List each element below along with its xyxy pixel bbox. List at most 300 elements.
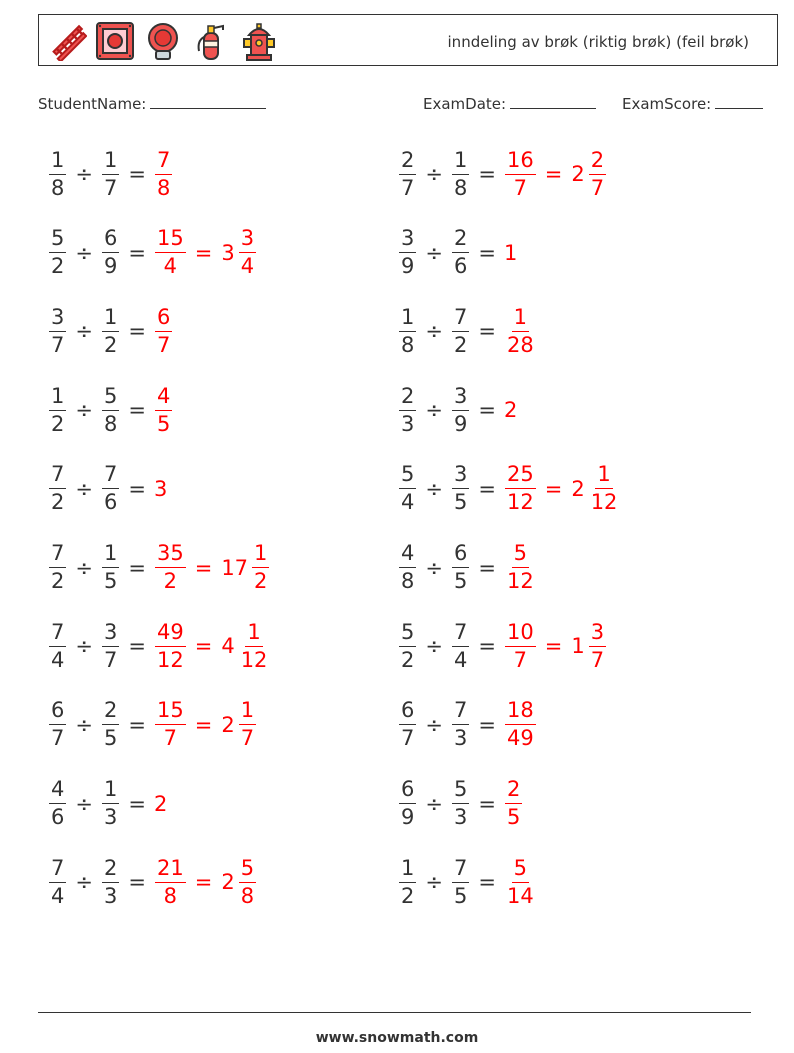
denominator: 8 bbox=[163, 883, 178, 908]
numerator: 5 bbox=[399, 622, 416, 647]
numerator: 1 bbox=[49, 150, 66, 175]
numerator: 1 bbox=[102, 307, 119, 332]
answer bbox=[502, 147, 609, 200]
answer bbox=[502, 241, 517, 265]
fraction bbox=[452, 700, 469, 749]
equals-sign: = bbox=[128, 240, 146, 265]
numerator: 3 bbox=[589, 622, 606, 647]
problem-item bbox=[46, 694, 259, 756]
footer-divider bbox=[38, 1012, 751, 1013]
denominator: 12 bbox=[506, 490, 534, 515]
fraction bbox=[49, 700, 66, 749]
divide-sign: ÷ bbox=[425, 398, 443, 423]
divide-sign: ÷ bbox=[75, 240, 93, 265]
denominator: 2 bbox=[254, 569, 268, 593]
fraction bbox=[155, 619, 186, 672]
fraction bbox=[49, 543, 66, 592]
denominator: 7 bbox=[103, 175, 118, 200]
denominator: 2 bbox=[163, 569, 178, 593]
problem-item bbox=[46, 458, 167, 520]
numerator: 2 bbox=[102, 858, 119, 883]
mixed-fraction bbox=[589, 619, 606, 672]
equals-sign: = bbox=[478, 791, 496, 816]
numerator: 5 bbox=[452, 779, 469, 804]
fraction bbox=[505, 464, 536, 513]
fraction bbox=[49, 464, 66, 513]
mixed-whole: 2 bbox=[221, 870, 235, 895]
denominator: 9 bbox=[453, 411, 468, 436]
numerator: 1 bbox=[399, 858, 416, 883]
divide-sign: ÷ bbox=[425, 476, 443, 501]
answer-integer: 3 bbox=[153, 476, 168, 501]
fraction bbox=[155, 147, 172, 200]
answer bbox=[152, 228, 259, 277]
denominator: 6 bbox=[103, 490, 118, 515]
fraction bbox=[155, 383, 172, 436]
numerator: 7 bbox=[49, 543, 66, 568]
fire-alarm-panel-icon bbox=[95, 21, 135, 61]
numerator: 7 bbox=[49, 858, 66, 883]
numerator: 6 bbox=[155, 307, 172, 332]
equals-sign: = bbox=[478, 870, 496, 895]
divide-sign: ÷ bbox=[425, 791, 443, 816]
denominator: 4 bbox=[401, 490, 415, 515]
denominator: 3 bbox=[453, 805, 468, 830]
answer bbox=[152, 304, 175, 357]
denominator: 3 bbox=[453, 726, 468, 751]
fraction bbox=[49, 304, 66, 357]
numerator: 49 bbox=[155, 622, 186, 647]
header-icons bbox=[47, 21, 279, 61]
fraction bbox=[399, 855, 416, 908]
numerator: 1 bbox=[512, 307, 529, 332]
fraction bbox=[452, 779, 469, 828]
denominator: 4 bbox=[51, 883, 65, 908]
fraction bbox=[452, 383, 469, 436]
answer bbox=[152, 792, 167, 816]
mixed-whole: 4 bbox=[221, 634, 235, 659]
fraction bbox=[399, 619, 416, 672]
denominator: 9 bbox=[103, 254, 118, 279]
denominator: 3 bbox=[103, 883, 118, 908]
denominator: 6 bbox=[51, 805, 65, 830]
numerator: 1 bbox=[239, 700, 256, 725]
exam-score-blank[interactable] bbox=[715, 94, 763, 109]
fire-extinguisher-icon bbox=[191, 21, 231, 61]
numerator: 7 bbox=[49, 464, 66, 489]
denominator: 8 bbox=[103, 411, 118, 436]
divide-sign: ÷ bbox=[75, 398, 93, 423]
divide-sign: ÷ bbox=[425, 870, 443, 895]
fraction bbox=[49, 383, 66, 436]
mixed-whole: 2 bbox=[221, 712, 235, 737]
problem-item bbox=[396, 379, 517, 441]
answer bbox=[502, 543, 539, 592]
numerator: 1 bbox=[102, 543, 119, 568]
footer-website: www.snowmath.com bbox=[315, 1030, 479, 1046]
mixed-fraction bbox=[589, 464, 620, 513]
problem-item bbox=[396, 300, 539, 362]
ladder-icon bbox=[47, 21, 87, 61]
equals-sign: = bbox=[478, 634, 496, 659]
divide-sign: ÷ bbox=[75, 791, 93, 816]
fraction bbox=[102, 464, 119, 513]
fraction bbox=[399, 228, 416, 277]
numerator: 2 bbox=[102, 700, 119, 725]
student-name-label: StudentName: bbox=[38, 95, 147, 113]
answer bbox=[502, 619, 609, 672]
worksheet-header bbox=[38, 14, 778, 66]
equals-sign: = bbox=[194, 240, 213, 265]
numerator: 15 bbox=[155, 228, 186, 253]
numerator: 3 bbox=[399, 228, 416, 253]
mixed-whole: 3 bbox=[221, 240, 235, 265]
mixed-whole: 2 bbox=[571, 162, 585, 186]
problem-item bbox=[396, 222, 517, 284]
denominator: 5 bbox=[453, 569, 468, 593]
fraction bbox=[399, 383, 416, 436]
divide-sign: ÷ bbox=[75, 476, 93, 501]
equals-sign: = bbox=[128, 634, 146, 659]
equals-sign: = bbox=[478, 319, 496, 344]
fraction bbox=[399, 700, 416, 749]
equals-sign: = bbox=[128, 791, 146, 816]
mixed-fraction bbox=[252, 543, 269, 592]
denominator: 12 bbox=[240, 647, 268, 672]
denominator: 4 bbox=[453, 647, 468, 672]
problem-item bbox=[396, 773, 525, 835]
exam-score-field[interactable] bbox=[622, 94, 763, 113]
divide-sign: ÷ bbox=[425, 712, 443, 737]
problem-item bbox=[46, 222, 259, 284]
fraction bbox=[155, 700, 186, 749]
denominator: 4 bbox=[51, 647, 65, 672]
answer bbox=[502, 304, 539, 357]
fraction bbox=[452, 304, 469, 357]
numerator: 10 bbox=[505, 622, 536, 647]
fraction bbox=[399, 304, 416, 357]
problem-item bbox=[396, 537, 539, 599]
numerator: 1 bbox=[245, 622, 262, 647]
denominator: 9 bbox=[401, 254, 415, 279]
numerator: 4 bbox=[155, 386, 172, 411]
equals-sign: = bbox=[478, 555, 496, 580]
fraction bbox=[452, 464, 469, 513]
numerator: 5 bbox=[49, 228, 66, 253]
equals-sign: = bbox=[128, 319, 146, 344]
denominator: 2 bbox=[51, 569, 65, 593]
denominator: 7 bbox=[513, 647, 528, 672]
denominator: 7 bbox=[51, 332, 65, 357]
equals-sign: = bbox=[128, 398, 146, 423]
answer bbox=[152, 477, 167, 501]
fraction bbox=[399, 464, 416, 513]
numerator: 7 bbox=[452, 307, 469, 332]
answer bbox=[502, 779, 525, 828]
fraction bbox=[155, 304, 172, 357]
numerator: 3 bbox=[239, 228, 256, 253]
numerator: 6 bbox=[102, 228, 119, 253]
divide-sign: ÷ bbox=[425, 634, 443, 659]
denominator: 2 bbox=[453, 332, 468, 357]
numerator: 7 bbox=[155, 150, 172, 175]
divide-sign: ÷ bbox=[75, 870, 93, 895]
problem-item bbox=[396, 851, 539, 913]
fraction bbox=[102, 383, 119, 436]
numerator: 7 bbox=[452, 622, 469, 647]
numerator: 5 bbox=[399, 464, 416, 489]
equals-sign: = bbox=[478, 240, 496, 265]
equals-sign: = bbox=[128, 555, 146, 580]
numerator: 7 bbox=[452, 700, 469, 725]
denominator: 8 bbox=[240, 883, 255, 908]
answer bbox=[152, 147, 175, 200]
denominator: 7 bbox=[156, 332, 171, 357]
fraction bbox=[452, 228, 469, 277]
numerator: 4 bbox=[399, 543, 416, 568]
denominator: 2 bbox=[51, 490, 65, 515]
divide-sign: ÷ bbox=[425, 319, 443, 344]
fraction bbox=[49, 228, 66, 277]
numerator: 7 bbox=[102, 464, 119, 489]
denominator: 5 bbox=[453, 883, 468, 908]
answer bbox=[152, 700, 259, 749]
denominator: 12 bbox=[590, 490, 618, 515]
numerator: 3 bbox=[452, 464, 469, 489]
problem-item bbox=[396, 458, 622, 520]
equals-sign: = bbox=[128, 870, 146, 895]
numerator: 7 bbox=[452, 858, 469, 883]
equals-sign: = bbox=[544, 634, 563, 659]
worksheet-title: inndeling av brøk (riktig brøk) (feil brøk) bbox=[447, 33, 749, 51]
answer bbox=[502, 398, 517, 422]
fire-hydrant-icon bbox=[239, 21, 279, 61]
divide-sign: ÷ bbox=[425, 240, 443, 265]
fraction bbox=[505, 147, 536, 200]
fraction bbox=[155, 855, 186, 908]
denominator: 49 bbox=[506, 726, 534, 751]
numerator: 21 bbox=[155, 858, 186, 883]
denominator: 14 bbox=[506, 883, 534, 908]
numerator: 35 bbox=[155, 543, 186, 568]
fraction bbox=[49, 779, 66, 828]
fraction bbox=[505, 779, 522, 828]
numerator: 3 bbox=[102, 622, 119, 647]
answer bbox=[152, 619, 272, 672]
fraction bbox=[505, 700, 536, 749]
denominator: 8 bbox=[156, 175, 171, 200]
denominator: 5 bbox=[156, 411, 171, 436]
numerator: 2 bbox=[589, 150, 606, 175]
denominator: 7 bbox=[103, 647, 118, 672]
equals-sign: = bbox=[194, 555, 213, 580]
numerator: 3 bbox=[49, 307, 66, 332]
problem-item bbox=[46, 379, 175, 441]
problem-item bbox=[396, 694, 539, 756]
mixed-fraction bbox=[239, 228, 256, 277]
fraction bbox=[399, 543, 416, 592]
denominator: 8 bbox=[453, 175, 468, 200]
numerator: 2 bbox=[452, 228, 469, 253]
denominator: 12 bbox=[156, 647, 184, 672]
denominator: 7 bbox=[51, 726, 65, 751]
fire-bell-icon bbox=[143, 21, 183, 61]
answer-integer: 2 bbox=[153, 791, 168, 816]
equals-sign: = bbox=[478, 162, 496, 186]
numerator: 1 bbox=[252, 543, 269, 568]
equals-sign: = bbox=[194, 870, 213, 895]
numerator: 18 bbox=[505, 700, 536, 725]
fraction bbox=[452, 147, 469, 200]
problem-item bbox=[46, 537, 272, 599]
denominator: 5 bbox=[103, 726, 118, 751]
equals-sign: = bbox=[194, 712, 213, 737]
divide-sign: ÷ bbox=[75, 712, 93, 737]
answer bbox=[502, 855, 539, 908]
mixed-fraction bbox=[239, 855, 256, 908]
exam-date-blank[interactable] bbox=[510, 94, 596, 109]
numerator: 1 bbox=[102, 779, 119, 804]
divide-sign: ÷ bbox=[75, 162, 93, 186]
numerator: 25 bbox=[505, 464, 536, 489]
denominator: 3 bbox=[401, 411, 415, 436]
numerator: 5 bbox=[102, 386, 119, 411]
numerator: 6 bbox=[452, 543, 469, 568]
exam-date-field[interactable] bbox=[423, 94, 596, 113]
numerator: 6 bbox=[399, 700, 416, 725]
denominator: 5 bbox=[453, 490, 468, 515]
problem-item bbox=[396, 143, 609, 205]
denominator: 2 bbox=[51, 411, 65, 436]
numerator: 1 bbox=[399, 307, 416, 332]
numerator: 6 bbox=[49, 700, 66, 725]
numerator: 3 bbox=[452, 386, 469, 411]
numerator: 2 bbox=[505, 779, 522, 804]
student-name-blank[interactable] bbox=[150, 94, 266, 109]
denominator: 7 bbox=[401, 726, 415, 751]
numerator: 2 bbox=[399, 150, 416, 175]
fraction bbox=[102, 228, 119, 277]
divide-sign: ÷ bbox=[75, 634, 93, 659]
equals-sign: = bbox=[128, 162, 146, 186]
equals-sign: = bbox=[194, 634, 213, 659]
answer bbox=[502, 700, 539, 749]
problem-item bbox=[396, 615, 609, 677]
fraction bbox=[505, 543, 536, 592]
denominator: 28 bbox=[506, 332, 534, 357]
fraction bbox=[102, 147, 119, 200]
numerator: 4 bbox=[49, 779, 66, 804]
fraction bbox=[102, 543, 119, 592]
mixed-fraction bbox=[589, 147, 606, 200]
numerator: 1 bbox=[49, 386, 66, 411]
divide-sign: ÷ bbox=[75, 555, 93, 580]
answer bbox=[152, 383, 175, 436]
denominator: 2 bbox=[103, 332, 118, 357]
fraction bbox=[399, 147, 416, 200]
fraction bbox=[102, 779, 119, 828]
answer bbox=[152, 855, 259, 908]
denominator: 12 bbox=[506, 569, 534, 593]
fraction bbox=[452, 543, 469, 592]
problem-item bbox=[46, 773, 167, 835]
problem-item bbox=[46, 300, 175, 362]
answer-integer: 1 bbox=[503, 240, 518, 265]
denominator: 8 bbox=[401, 332, 415, 357]
denominator: 7 bbox=[590, 647, 605, 672]
numerator: 2 bbox=[399, 386, 416, 411]
divide-sign: ÷ bbox=[425, 162, 443, 186]
numerator: 1 bbox=[452, 150, 469, 175]
numerator: 6 bbox=[399, 779, 416, 804]
divide-sign: ÷ bbox=[75, 319, 93, 344]
answer bbox=[502, 464, 622, 513]
mixed-whole: 1 bbox=[571, 634, 585, 659]
fraction bbox=[452, 855, 469, 908]
denominator: 2 bbox=[401, 883, 415, 908]
fraction bbox=[155, 228, 186, 277]
denominator: 9 bbox=[401, 805, 415, 830]
fraction bbox=[505, 855, 536, 908]
mixed-fraction bbox=[239, 700, 256, 749]
exam-date-label: ExamDate: bbox=[423, 95, 507, 113]
mixed-whole: 2 bbox=[571, 476, 585, 501]
fraction bbox=[49, 855, 66, 908]
student-name-field[interactable] bbox=[38, 94, 266, 113]
numerator: 5 bbox=[239, 858, 256, 883]
fraction bbox=[505, 304, 536, 357]
fraction bbox=[102, 619, 119, 672]
problem-item bbox=[46, 615, 272, 677]
denominator: 7 bbox=[240, 726, 255, 751]
problem-item bbox=[46, 851, 259, 913]
equals-sign: = bbox=[478, 476, 496, 501]
equals-sign: = bbox=[478, 712, 496, 737]
equals-sign: = bbox=[128, 712, 146, 737]
equals-sign: = bbox=[544, 162, 563, 186]
denominator: 4 bbox=[163, 254, 178, 279]
answer-integer: 2 bbox=[503, 398, 518, 423]
denominator: 7 bbox=[401, 175, 415, 200]
denominator: 8 bbox=[51, 175, 65, 200]
numerator: 7 bbox=[49, 622, 66, 647]
fraction bbox=[452, 619, 469, 672]
divide-sign: ÷ bbox=[425, 555, 443, 580]
mixed-fraction bbox=[239, 619, 270, 672]
problem-item bbox=[46, 143, 175, 205]
fraction bbox=[505, 619, 536, 672]
numerator: 1 bbox=[595, 464, 612, 489]
fraction bbox=[399, 779, 416, 828]
fraction bbox=[49, 619, 66, 672]
denominator: 2 bbox=[51, 254, 65, 279]
numerator: 1 bbox=[102, 150, 119, 175]
denominator: 5 bbox=[506, 805, 521, 830]
denominator: 5 bbox=[103, 569, 118, 593]
numerator: 5 bbox=[512, 858, 529, 883]
denominator: 2 bbox=[401, 647, 415, 672]
denominator: 7 bbox=[163, 726, 178, 751]
numerator: 5 bbox=[512, 543, 529, 568]
numerator: 16 bbox=[505, 150, 536, 175]
denominator: 6 bbox=[453, 254, 468, 279]
fraction bbox=[102, 304, 119, 357]
equals-sign: = bbox=[128, 476, 146, 501]
numerator: 15 bbox=[155, 700, 186, 725]
exam-score-label: ExamScore: bbox=[622, 95, 712, 113]
equals-sign: = bbox=[478, 398, 496, 423]
fraction bbox=[155, 543, 186, 592]
